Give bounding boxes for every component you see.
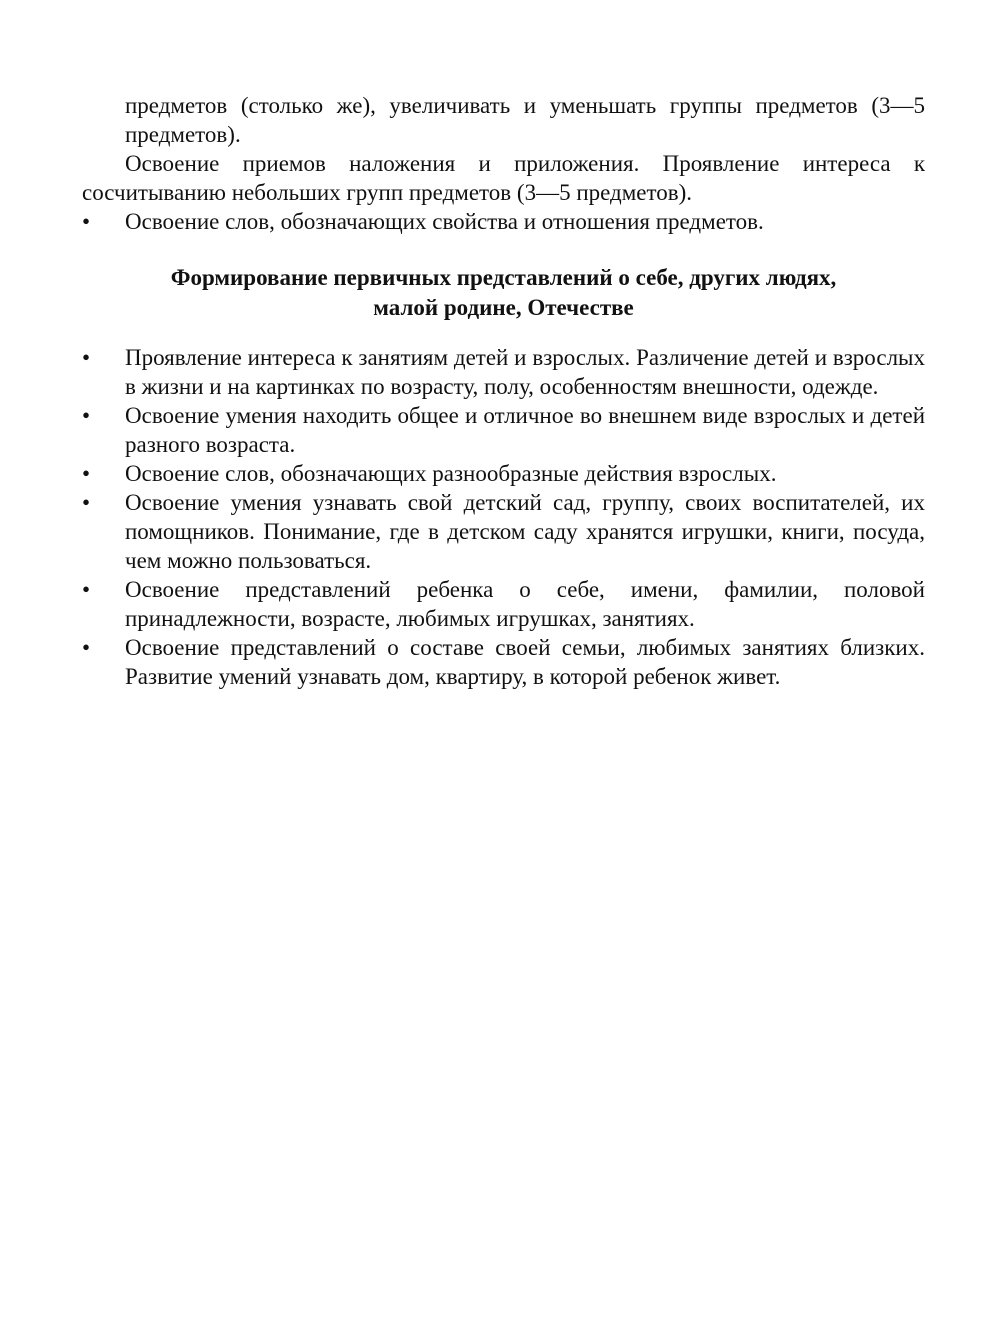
list-item bbox=[82, 343, 925, 401]
bullet-icon: • bbox=[82, 635, 91, 660]
bullet-icon: • bbox=[82, 345, 91, 370]
list-item bbox=[82, 459, 925, 488]
intro-bullet-list bbox=[82, 207, 925, 236]
bullet-icon: • bbox=[82, 490, 91, 515]
list-item-text: Освоение представлений ребенка о себе, имени, фамилии, половой принадлежности, возрасте, любимых игрушках, занятиях. bbox=[125, 577, 925, 631]
section-heading bbox=[82, 263, 925, 323]
section-heading-line-1: Формирование первичных представлений о себе, других людях, bbox=[170, 265, 837, 290]
list-item-text: Освоение слов, обозначающих свойства и отношения предметов. bbox=[125, 209, 764, 234]
list-item bbox=[82, 401, 925, 459]
continued-paragraph: предметов (столько же), увеличивать и уменьшать группы предметов (3—5 предметов). bbox=[125, 93, 925, 147]
list-item-text: Освоение умения находить общее и отличное во внешнем виде взрослых и детей разного возраста. bbox=[125, 403, 925, 457]
list-item-text: Освоение умения узнавать свой детский сад, группу, своих воспитателей, их помощников. Понимание, где в детском саду хранятся игрушки, книги, посуда, чем можно пользоваться. bbox=[125, 490, 925, 573]
list-item-text: Освоение слов, обозначающих разнообразные действия взрослых. bbox=[125, 461, 777, 486]
section-bullet-list bbox=[82, 343, 925, 691]
bullet-icon: • bbox=[82, 403, 91, 428]
page-content bbox=[82, 91, 925, 691]
bullet-icon: • bbox=[82, 461, 91, 486]
bullet-icon: • bbox=[82, 209, 91, 234]
list-item bbox=[82, 575, 925, 633]
intro-paragraph: Освоение приемов наложения и приложения. Проявление интереса к сосчитыванию небольших групп предметов (3—5 предметов). bbox=[82, 151, 925, 205]
bullet-icon: • bbox=[82, 577, 91, 602]
list-item bbox=[82, 633, 925, 691]
list-item-text: Освоение представлений о составе своей семьи, любимых занятиях близких. Развитие умений узнавать дом, квартиру, в которой ребенок живет. bbox=[125, 635, 925, 689]
list-item bbox=[82, 488, 925, 575]
list-item-text: Проявление интереса к занятиям детей и взрослых. Различение детей и взрослых в жизни и на картинках по возрасту, полу, особенностям внешности, одежде. bbox=[125, 345, 925, 399]
section-heading-line-2: малой родине, Отечестве bbox=[373, 295, 634, 320]
list-item bbox=[82, 207, 925, 236]
